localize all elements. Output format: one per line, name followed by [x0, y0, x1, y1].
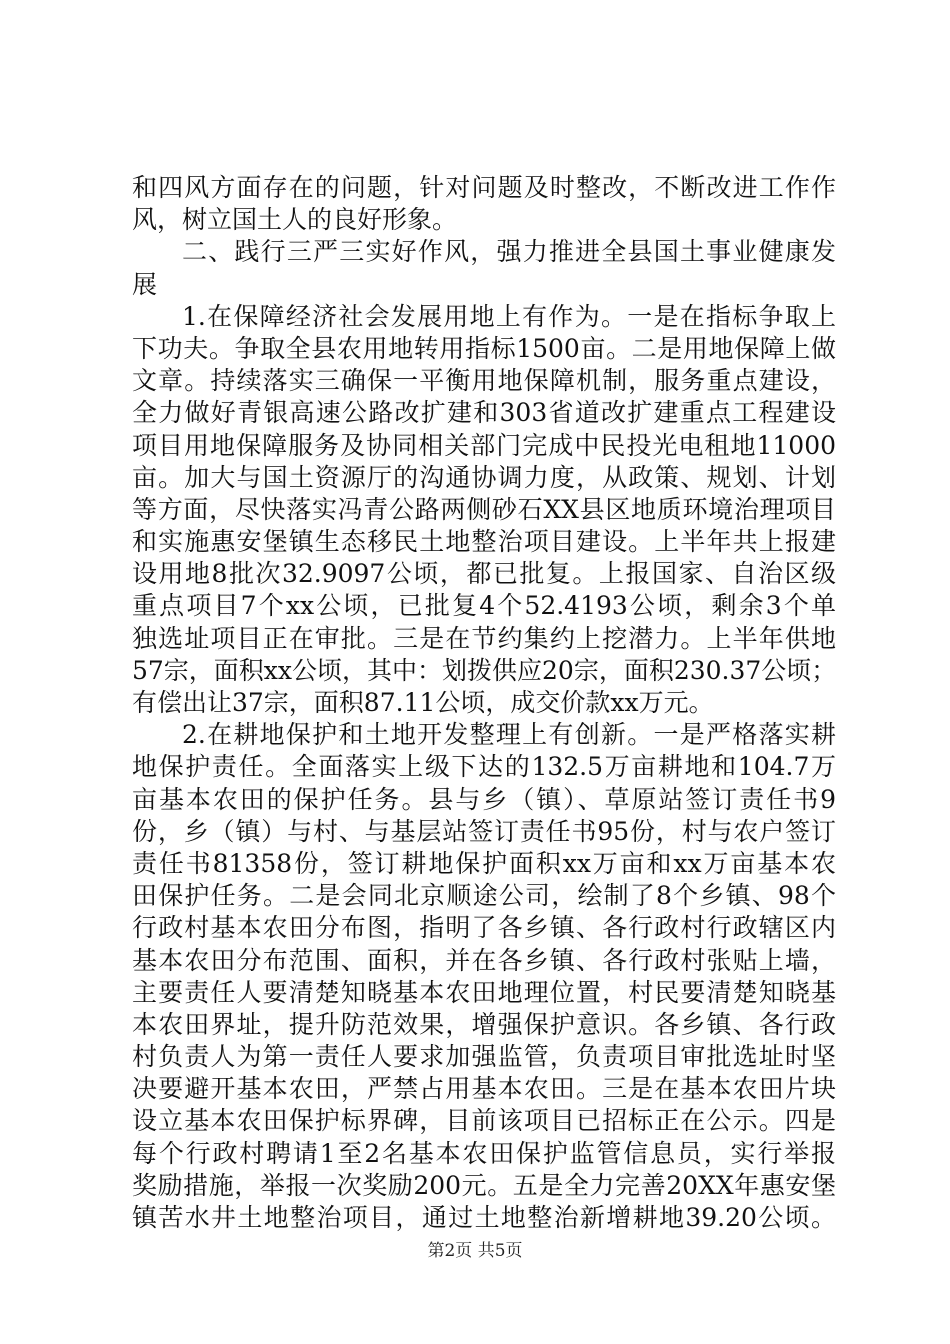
page-footer: 第2页 共5页 [427, 1241, 523, 1261]
text-line: 本农田界址，提升防范效果，增强保护意识。各乡镇、各行政 [132, 1009, 836, 1039]
text-line: 有偿出让37宗，面积87.11公顷，成交价款xx万元。 [132, 688, 714, 717]
text-line: 亩基本农田的保护任务。县与乡（镇）、草原站签订责任书9 [132, 784, 836, 814]
text-line: 镇苦水井土地整治项目，通过土地整治新增耕地39.20公顷。 [132, 1203, 836, 1232]
text-line: 设用地8批次32.9097公顷，都已批复。上报国家、自治区级 [132, 559, 836, 589]
text-line: 和实施惠安堡镇生态移民土地整治项目建设。上半年共上报建 [132, 527, 836, 557]
text-line: 决要避开基本农田，严禁占用基本农田。三是在基本农田片块 [132, 1074, 836, 1104]
text-line: 风，树立国土人的良好形象。 [132, 205, 458, 235]
text-line: 等方面，尽快落实冯青公路两侧砂石XX县区地质环境治理项目 [132, 494, 836, 524]
text-line: 田保护任务。二是会同北京顺途公司，绘制了8个乡镇、98个 [132, 881, 836, 911]
text-line: 项目用地保障服务及协同相关部门完成中民投光电租地11000 [132, 430, 836, 460]
section-heading-line: 展 [132, 269, 158, 299]
text-line: 2.在耕地保护和土地开发整理上有创新。一是严格落实耕 [182, 720, 836, 750]
text-line: 文章。持续落实三确保一平衡用地保障机制，服务重点建设， [132, 366, 836, 396]
text-line: 主要责任人要清楚知晓基本农田地理位置，村民要清楚知晓基 [132, 977, 836, 1007]
text-line: 基本农田分布范围、面积，并在各乡镇、各行政村张贴上墙， [132, 945, 836, 975]
body-text [132, 172, 836, 1234]
text-line: 重点项目7个xx公顷，已批复4个52.4193公顷，剩余3个单 [132, 591, 836, 621]
text-line: 和四风方面存在的问题，针对问题及时整改，不断改进工作作 [132, 173, 836, 202]
text-line: 村负责人为第一责任人要求加强监管，负责项目审批选址时坚 [132, 1042, 836, 1072]
section-heading-line: 二、践行三严三实好作风，强力推进全县国土事业健康发 [182, 237, 836, 267]
text-line: 责任书81358份，签订耕地保护面积xx万亩和xx万亩基本农 [132, 848, 836, 878]
text-line: 设立基本农田保护标界碑，目前该项目已招标正在公示。四是 [132, 1106, 836, 1136]
text-line: 下功夫。争取全县农用地转用指标1500亩。二是用地保障上做 [132, 333, 836, 363]
text-line: 全力做好青银高速公路改扩建和303省道改扩建重点工程建设 [132, 398, 836, 428]
text-line: 1.在保障经济社会发展用地上有作为。一是在指标争取上 [182, 301, 836, 331]
text-line: 57宗，面积xx公顷，其中：划拨供应20宗，面积230.37公顷； [132, 655, 836, 685]
text-line: 每个行政村聘请1至2名基本农田保护监管信息员，实行举报 [132, 1138, 836, 1168]
text-line: 份，乡（镇）与村、与基层站签订责任书95份，村与农户签订 [132, 816, 836, 846]
text-line: 地保护责任。全面落实上级下达的132.5万亩耕地和104.7万 [132, 752, 836, 782]
text-line: 独选址项目正在审批。三是在节约集约上挖潜力。上半年供地 [132, 623, 836, 653]
text-line: 亩。加大与国土资源厅的沟通协调力度，从政策、规划、计划 [132, 462, 836, 492]
text-line: 奖励措施，举报一次奖励200元。五是全力完善20XX年惠安堡 [132, 1170, 836, 1200]
text-line: 行政村基本农田分布图，指明了各乡镇、各行政村行政辖区内 [132, 913, 836, 943]
